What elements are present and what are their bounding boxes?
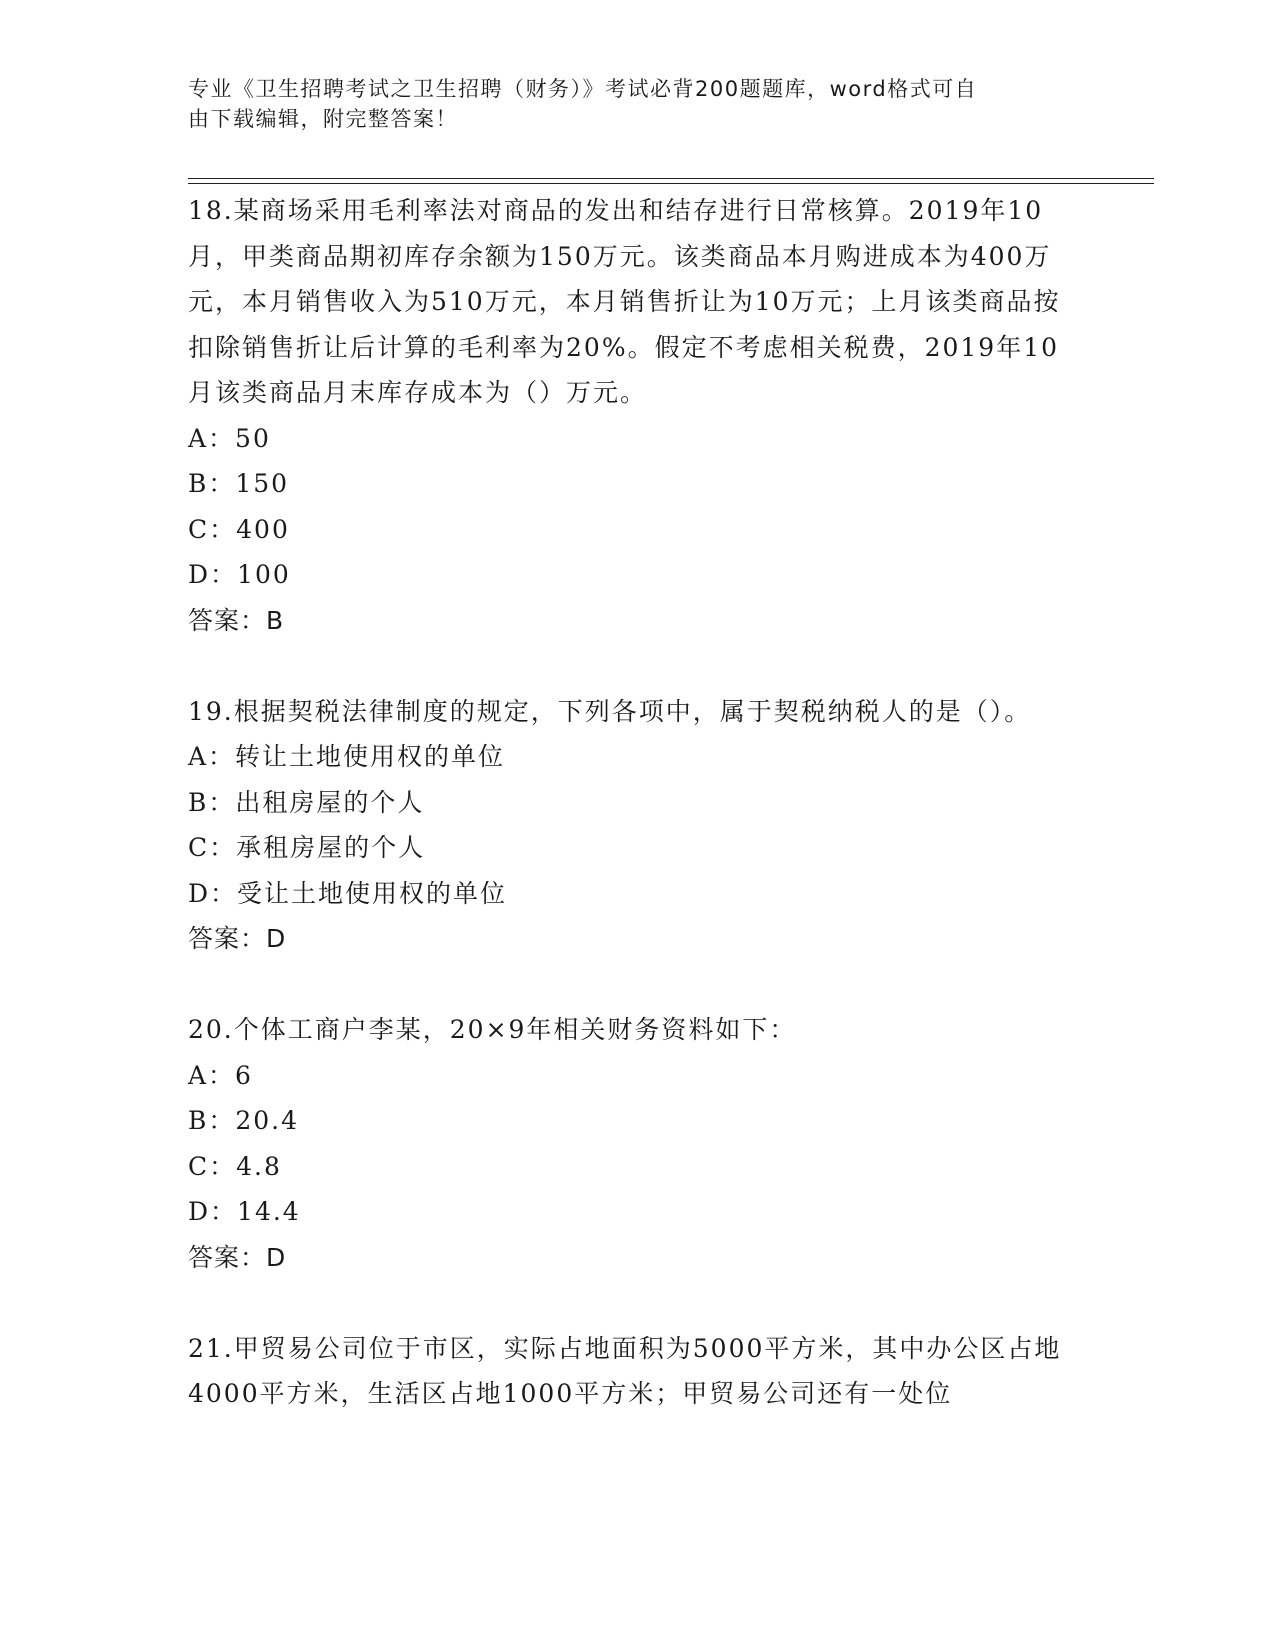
option-d: D：14.4 [188, 1197, 301, 1226]
answer-line: 答案：D [188, 924, 287, 953]
header-rule-top [188, 178, 1154, 179]
question-text: 20.个体工商户李某，20×9年相关财务资料如下： [188, 1015, 797, 1044]
option-c: C：承租房屋的个人 [188, 833, 426, 862]
question-text: 18.某商场采用毛利率法对商品的发出和结存进行日常核算。2019年10月，甲类商品期初库存余额为150万元。该类商品本月购进成本为400万元，本月销售收入为510万元，本月销售折让为10万元；上月该类商品按扣除销售折让后计算的毛利率为20%。假定不考虑相关税费，2019年10月该类商品月末库存成本为（）万元。 [188, 196, 1061, 407]
option-d: D：100 [188, 560, 291, 589]
answer-line: 答案：D [188, 1242, 287, 1272]
option-d: D：受让土地使用权的单位 [188, 878, 508, 908]
question-text: 21.甲贸易公司位于市区，实际占地面积为5000平方米，其中办公区占地4000平方米，生活区占地1000平方米；甲贸易公司还有一处位 [188, 1333, 1062, 1408]
option-c: C：400 [188, 514, 290, 544]
question-21 [188, 1326, 1068, 1417]
question-19 [188, 689, 1068, 962]
option-b: B：150 [188, 469, 290, 498]
option-c: C：4.8 [188, 1151, 282, 1181]
option-b: B：20.4 [188, 1106, 300, 1135]
header-line-2: 由下载编辑，附完整答案！ [188, 107, 458, 131]
option-a: A：50 [188, 423, 271, 453]
question-list [188, 188, 1068, 1462]
question-18 [188, 188, 1068, 643]
answer-line: 答案：B [188, 605, 285, 635]
header-rule-bottom [188, 183, 1154, 184]
question-20 [188, 1007, 1068, 1280]
question-text: 19.根据契税法律制度的规定，下列各项中，属于契税纳税人的是（）。 [188, 696, 1032, 726]
option-a: A：转让土地使用权的单位 [188, 742, 506, 771]
option-b: B：出租房屋的个人 [188, 787, 425, 817]
option-a: A：6 [188, 1060, 253, 1090]
header-line-1: 专业《卫生招聘考试之卫生招聘（财务）》考试必背200题题库，word格式可自 [188, 77, 978, 101]
document-header [188, 74, 1068, 134]
